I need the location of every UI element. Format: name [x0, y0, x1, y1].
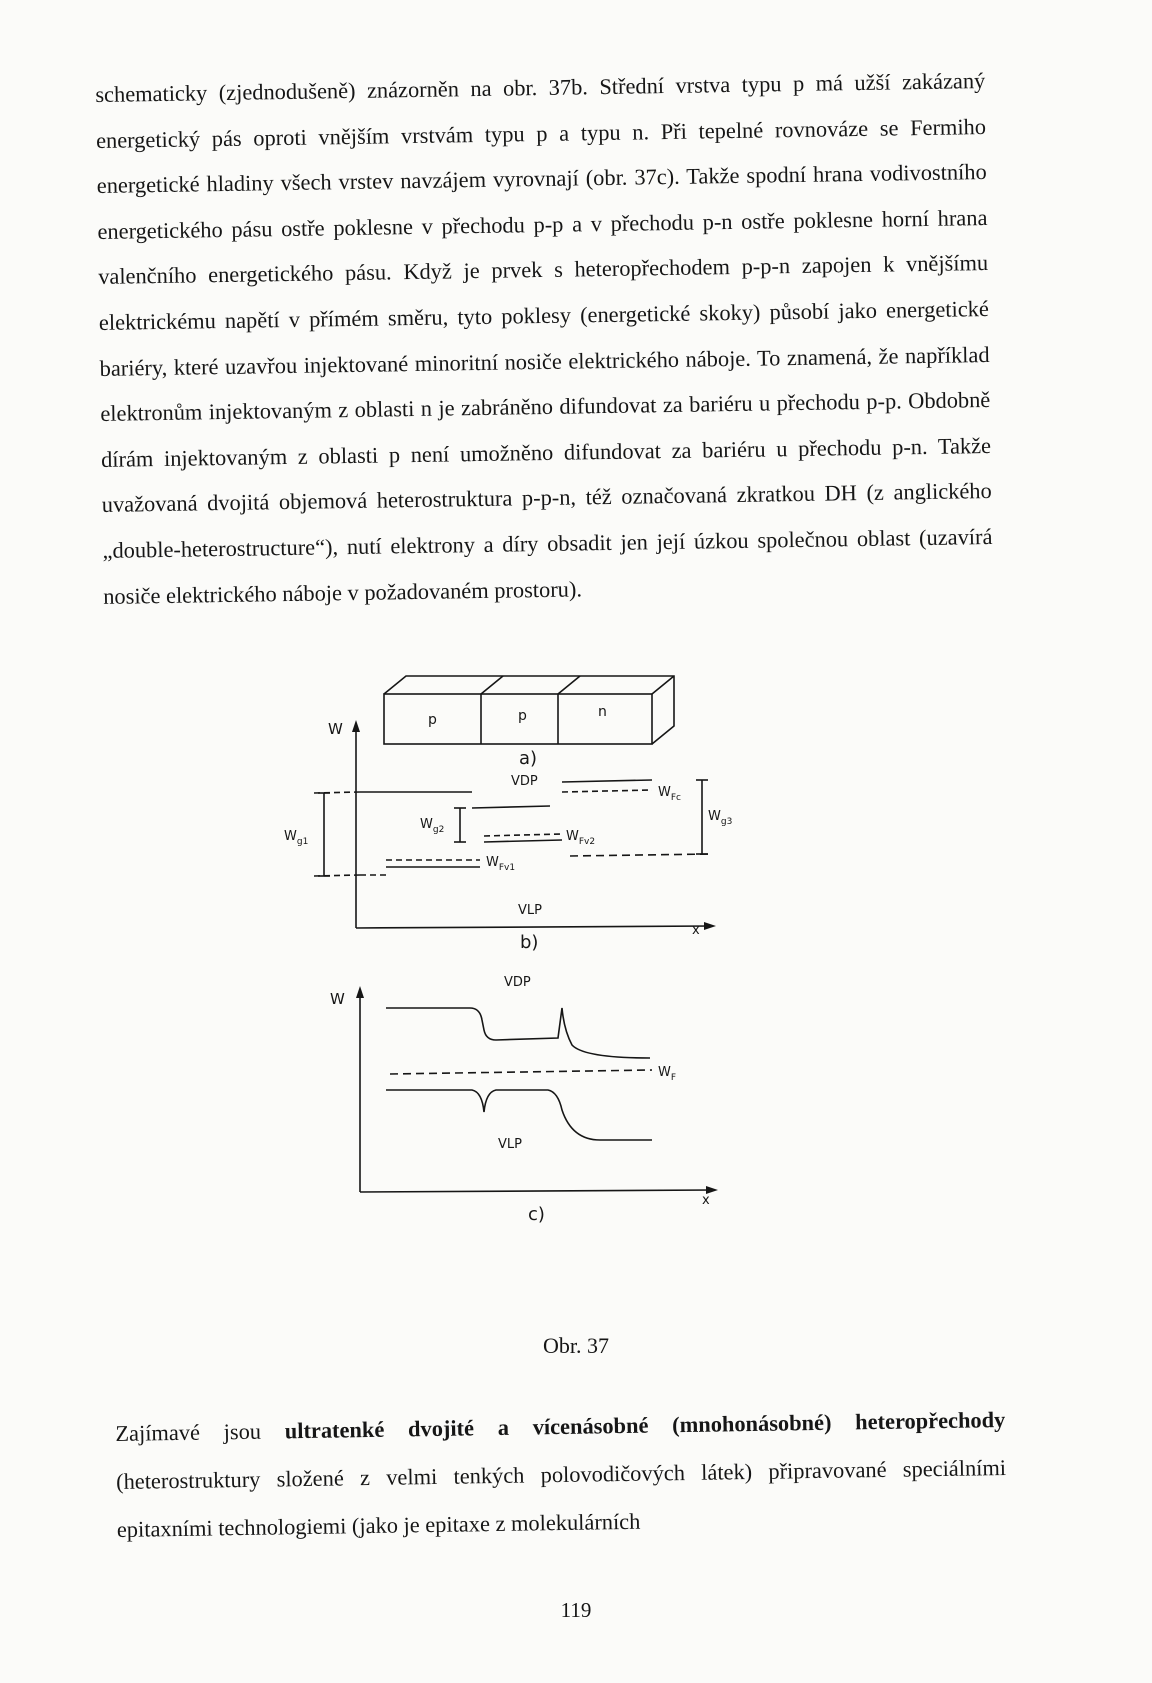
conduction-edge	[562, 780, 652, 782]
axis-w-label: W	[330, 990, 345, 1008]
wfc-label: $W_{Fc}$	[658, 785, 681, 803]
axis-x-label: x	[692, 923, 700, 938]
fermi-v2	[484, 834, 562, 836]
wfv2-label: $W_{Fv2}$	[566, 829, 596, 847]
wg3-label: $W_{g3}$	[708, 809, 733, 827]
text-run: Zajímavé jsou	[115, 1418, 285, 1446]
wfv1-label: $W_{Fv1}$	[486, 855, 516, 873]
layer-label: p	[518, 708, 527, 724]
fermi-c	[562, 790, 652, 792]
conduction-edge	[472, 806, 550, 808]
valence-edge	[570, 854, 712, 856]
wf-label: $W_F$	[658, 1065, 677, 1083]
band-diagram	[284, 700, 800, 1300]
vlp-label: VLP	[498, 1137, 522, 1152]
fermi-level	[390, 1070, 652, 1074]
text-run: (heterostruktury složené z velmi tenkých polovodičových látek) připravované speciálními epitaxními technologiemi (jako je epitaxe z molekulárních	[115, 1455, 1007, 1542]
axis-x-label: x	[702, 1193, 710, 1208]
wg2-label: $W_{g2}$	[420, 817, 445, 835]
block-depth	[384, 676, 674, 744]
paragraph	[115, 1396, 1007, 1554]
layer-block	[384, 676, 674, 744]
bold-term: ultratenké dvojité a vícenásobné (mnohonásobné) heteropřechody	[284, 1407, 1006, 1444]
panel-c-label: c)	[528, 1204, 545, 1225]
conduction-band-curve	[386, 1008, 650, 1058]
axis-w-label: W	[328, 720, 343, 738]
panel-a-label: a)	[519, 748, 538, 769]
valence-band-curve	[386, 1090, 652, 1140]
paragraph: schematicky (zjednodušeně) znázorněn na obr. 37b. Střední vrstva typu p má užší zakázaný energetický pás oproti vnějším vrstvám typu p a typu n. Při tepelné rovnováze se Fermiho energetické hladiny všech vrstev navzájem vyrovnají (obr. 37c). Takže spodní hrana vodivostního energetického pásu ostře poklesne v přechodu p-p a v přechodu p-n ostře poklesne horní hrana valenčního energetického pásu. Když je prvek s heteropřechodem p-p-n zapojen k vnějšímu elektrickému napětí v přímém směru, tyto poklesy (energetické skoky) působí jako energetické bariéry, které uzavřou injektované minoritní nosiče elektrického náboje. To znamená, že například elektronům injektovaným z oblasti n je zabráněno difundovat za bariéru u přechodu p-p. Obdobně dírám injektovaným z oblasti p není umožněno difundovat za bariéru u přechodu p-n. Takže uvažovaná dvojitá objemová heterostruktura p-p-n, též označovaná zkratkou DH (z anglického „double-heterostructure“), nutí elektrony a díry obsadit jen její úzkou společnou oblast (uzavírá nosiče elektrického náboje v požadovaném prostoru).	[95, 68, 993, 609]
valence-edge	[484, 840, 562, 842]
page-number: 119	[560, 1598, 592, 1622]
vdp-label: VDP	[511, 774, 538, 789]
vlp-label: VLP	[518, 903, 542, 918]
layer-label: p	[428, 712, 437, 728]
body-text-bottom	[115, 1396, 1007, 1554]
body-text-top	[95, 58, 993, 619]
figure-37	[284, 700, 800, 1300]
figure-caption: Obr. 37	[543, 1333, 609, 1358]
panel-b-label: b)	[520, 932, 539, 953]
wg1-label: $W_{g1}$	[284, 829, 309, 847]
vdp-label: VDP	[504, 975, 531, 990]
layer-label: n	[598, 704, 607, 720]
